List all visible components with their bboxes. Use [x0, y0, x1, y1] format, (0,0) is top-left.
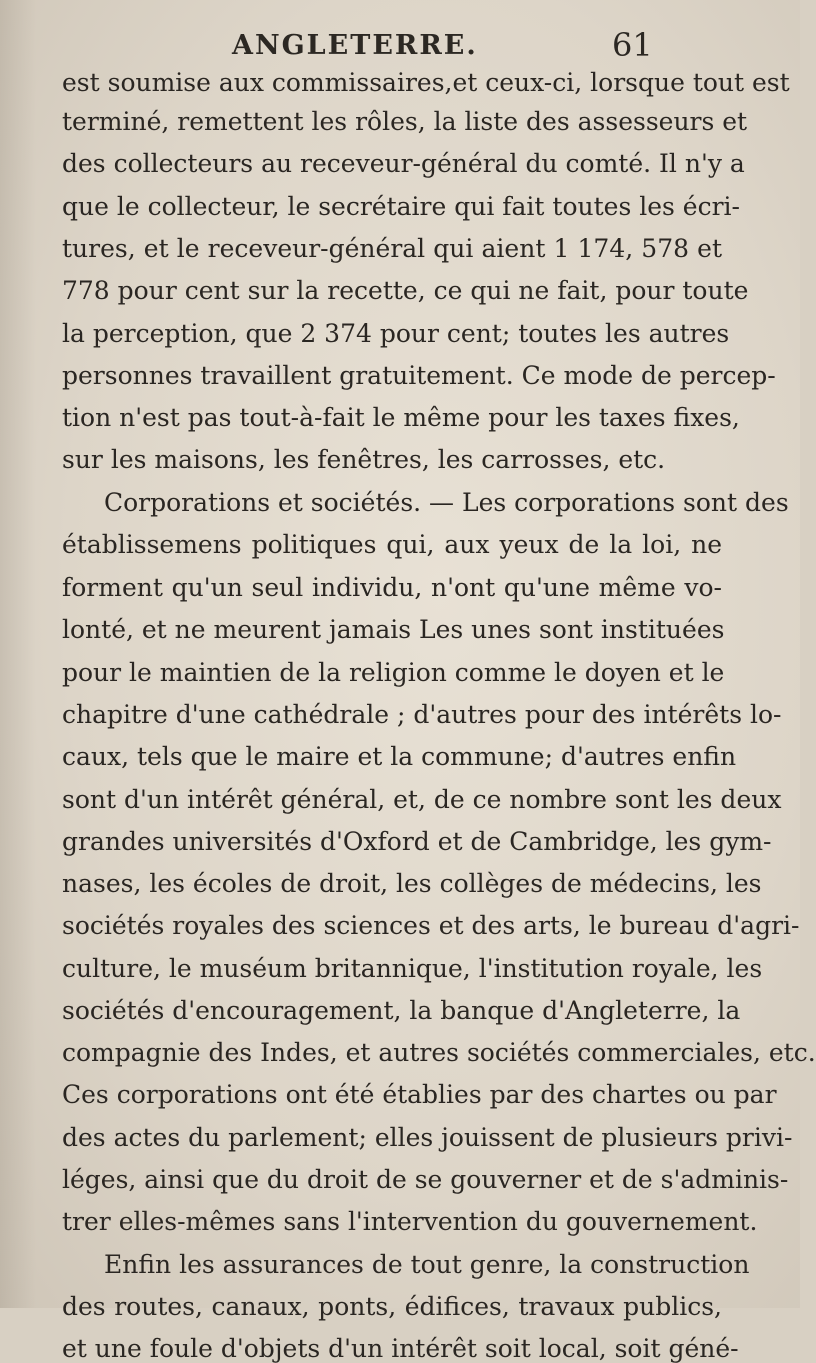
text-line-13: forment qu'un seul individu, n'ont qu'une même vo-	[62, 573, 722, 602]
text-line-17: caux, tels que le maire et la commune; d'autres enfin	[62, 742, 737, 771]
running-title: ANGLETERRE.	[232, 30, 478, 61]
text-line-8: personnes travaillent gratuitement. Ce mode de percep-	[62, 361, 776, 390]
text-line-29: Enfin les assurances de tout genre, la construction	[104, 1250, 750, 1279]
text-line-10: sur les maisons, les fenêtres, les carrosses, etc.	[62, 445, 666, 474]
text-line-12: établissemens politiques qui, aux yeux de la loi, ne	[62, 530, 722, 559]
text-line-25: Ces corporations ont été établies par des chartes ou par	[62, 1080, 777, 1109]
text-line-16: chapitre d'une cathédrale ; d'autres pour des intérêts lo-	[62, 700, 782, 729]
text-line-1: est soumise aux commissaires,et ceux-ci, lorsque tout est	[62, 68, 790, 97]
text-line-26: des actes du parlement; elles jouissent de plusieurs privi-	[62, 1123, 793, 1152]
text-line-6: 778 pour cent sur la recette, ce qui ne fait, pour toute	[62, 276, 749, 305]
text-line-23: sociétés d'encouragement, la banque d'Angleterre, la	[62, 996, 741, 1025]
text-line-15: pour le maintien de la religion comme le doyen et le	[62, 658, 725, 687]
text-line-3: des collecteurs au receveur-général du comté. Il n'y a	[62, 149, 745, 178]
text-line-27: léges, ainsi que du droit de se gouverner et de s'adminis-	[62, 1165, 789, 1194]
text-line-24: compagnie des Indes, et autres sociétés commerciales, etc.	[62, 1038, 816, 1067]
binding-shadow	[0, 0, 36, 1308]
text-line-4: que le collecteur, le secrétaire qui fait toutes les écri-	[62, 192, 740, 221]
page-header	[0, 22, 800, 72]
text-line-19: grandes universités d'Oxford et de Cambridge, les gym-	[62, 827, 772, 856]
text-line-21: sociétés royales des sciences et des arts, le bureau d'agri-	[62, 911, 800, 940]
text-line-28: trer elles-mêmes sans l'intervention du gouvernement.	[62, 1207, 758, 1236]
text-line-2: terminé, remettent les rôles, la liste des assesseurs et	[62, 107, 748, 136]
text-line-18: sont d'un intérêt général, et, de ce nombre sont les deux	[62, 785, 782, 814]
text-line-11: Corporations et sociétés. — Les corporations sont des	[104, 488, 789, 517]
page-number: 61	[612, 26, 653, 64]
text-line-5: tures, et le receveur-général qui aient 1 174, 578 et	[62, 234, 722, 263]
text-line-7: la perception, que 2 374 pour cent; toutes les autres	[62, 319, 730, 348]
text-line-20: nases, les écoles de droit, les collèges de médecins, les	[62, 869, 762, 898]
text-line-14: lonté, et ne meurent jamais Les unes sont instituées	[62, 615, 725, 644]
text-line-31: et une foule d'objets d'un intérêt soit local, soit géné-	[62, 1334, 739, 1363]
text-line-30: des routes, canaux, ponts, édifices, travaux publics,	[62, 1292, 722, 1321]
text-line-22: culture, le muséum britannique, l'institution royale, les	[62, 954, 763, 983]
text-line-9: tion n'est pas tout-à-fait le même pour les taxes fixes,	[62, 403, 740, 432]
